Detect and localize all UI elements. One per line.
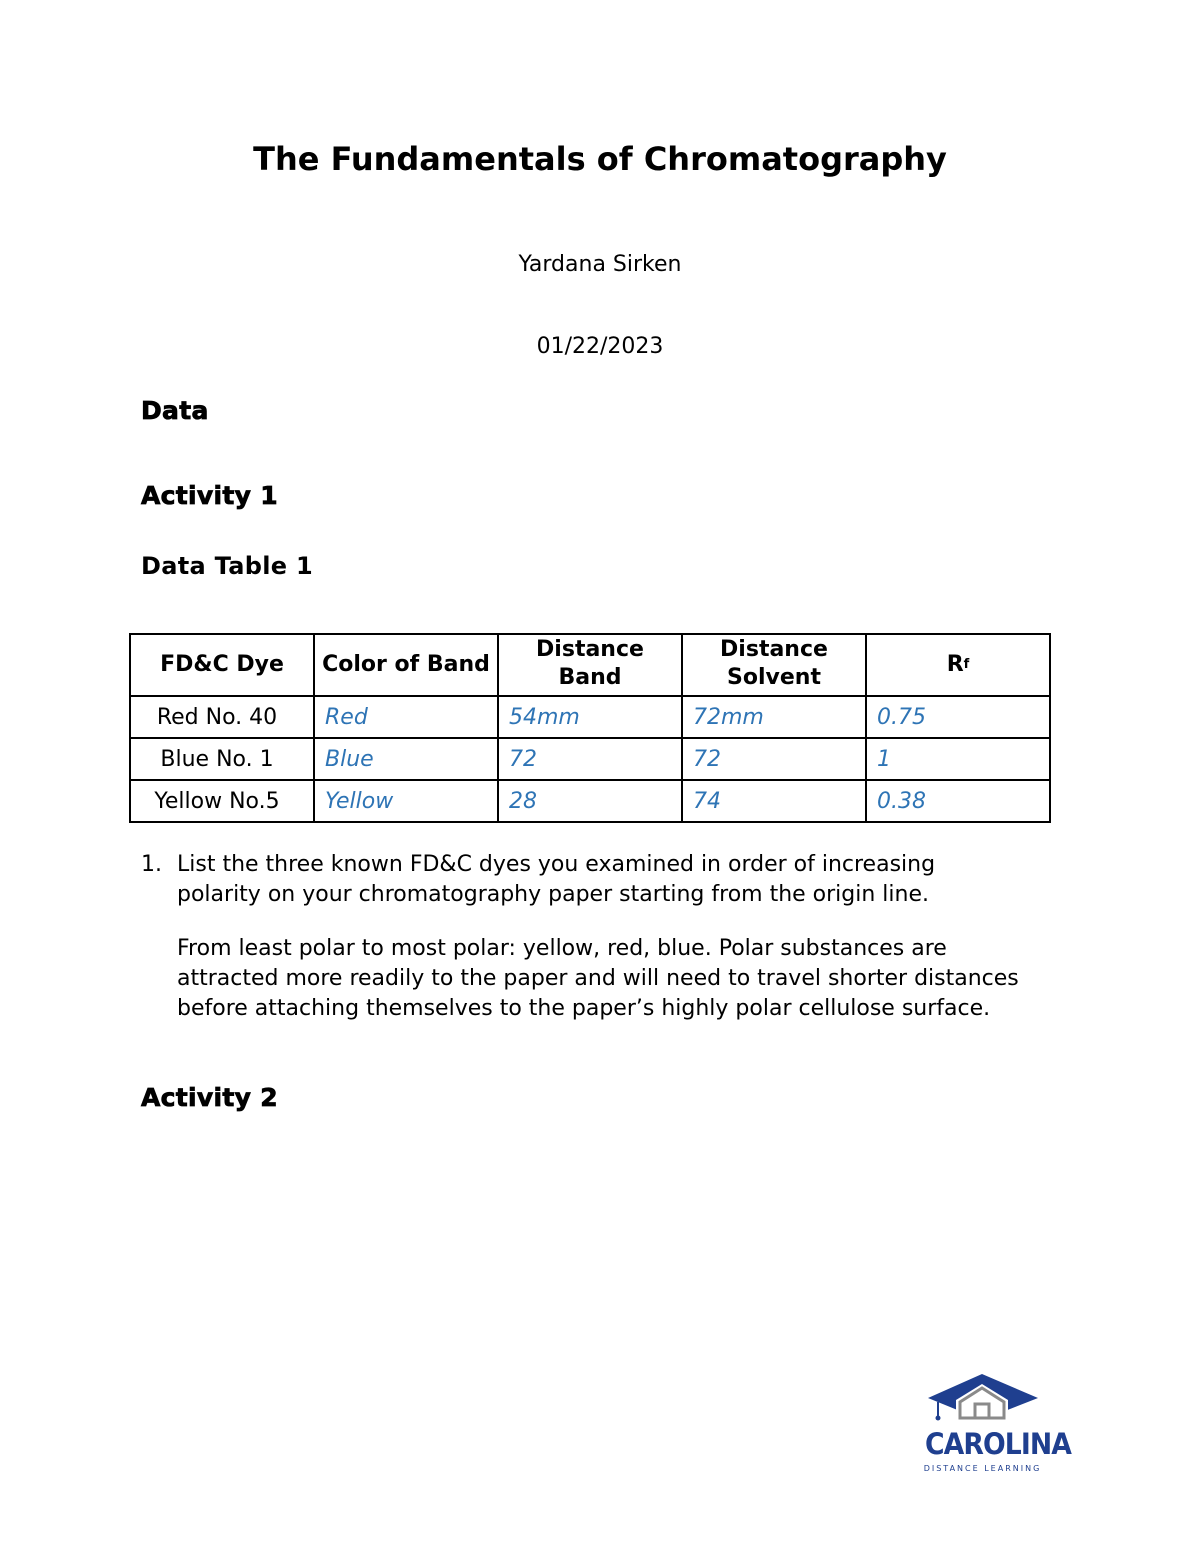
table-header-row: [130, 634, 1050, 696]
cell-color: Red: [314, 696, 498, 738]
data-table-heading: Data Table 1: [141, 552, 313, 580]
cell-solvent: 74: [682, 780, 866, 822]
cell-rf: 0.75: [866, 696, 1050, 738]
cell-dye: Red No. 40: [130, 696, 314, 738]
cell-rf: 1: [866, 738, 1050, 780]
cell-color: Blue: [314, 738, 498, 780]
graduation-house-icon: [920, 1372, 1045, 1428]
header-distance-solvent: Distance Solvent: [682, 634, 866, 696]
header-distance-band: Distance Band: [498, 634, 682, 696]
cell-solvent: 72mm: [682, 696, 866, 738]
cell-dye: Blue No. 1: [130, 738, 314, 780]
cell-band: 54mm: [498, 696, 682, 738]
author-name: Yardana Sirken: [518, 252, 682, 277]
carolina-logo: [920, 1372, 1072, 1477]
cell-solvent: 72: [682, 738, 866, 780]
data-table-1: [129, 633, 1051, 823]
data-heading: Data: [141, 396, 209, 425]
header-rf: R f: [866, 634, 1050, 696]
question-text: List the three known FD&C dyes you examined in order of increasing polarity on your chromatography paper starting from the origin line.: [177, 852, 936, 907]
cell-rf: 0.38: [866, 780, 1050, 822]
table-row: [130, 696, 1050, 738]
header-color: Color of Band: [314, 634, 498, 696]
cell-color: Yellow: [314, 780, 498, 822]
document-title: The Fundamentals of Chromatography: [253, 140, 947, 178]
table-row: [130, 738, 1050, 780]
table-row: [130, 780, 1050, 822]
question-number: 1.: [141, 852, 162, 877]
document-date: 01/22/2023: [536, 334, 664, 359]
logo-wordmark: CAROLINA: [925, 1427, 1072, 1461]
cell-band: 28: [498, 780, 682, 822]
cell-band: 72: [498, 738, 682, 780]
question-1-answer: From least polar to most polar: yellow, red, blue. Polar substances are attracted more readily to the paper and will need to travel shorter distances before attaching themselves to the paper’s highly polar cellulose surface.: [177, 936, 1019, 1021]
cell-dye: Yellow No.5: [130, 780, 314, 822]
activity1-heading: Activity 1: [141, 481, 278, 510]
header-dye: FD&C Dye: [130, 634, 314, 696]
logo-subtitle: DISTANCE LEARNING: [923, 1464, 1042, 1473]
activity2-heading: Activity 2: [141, 1083, 278, 1112]
